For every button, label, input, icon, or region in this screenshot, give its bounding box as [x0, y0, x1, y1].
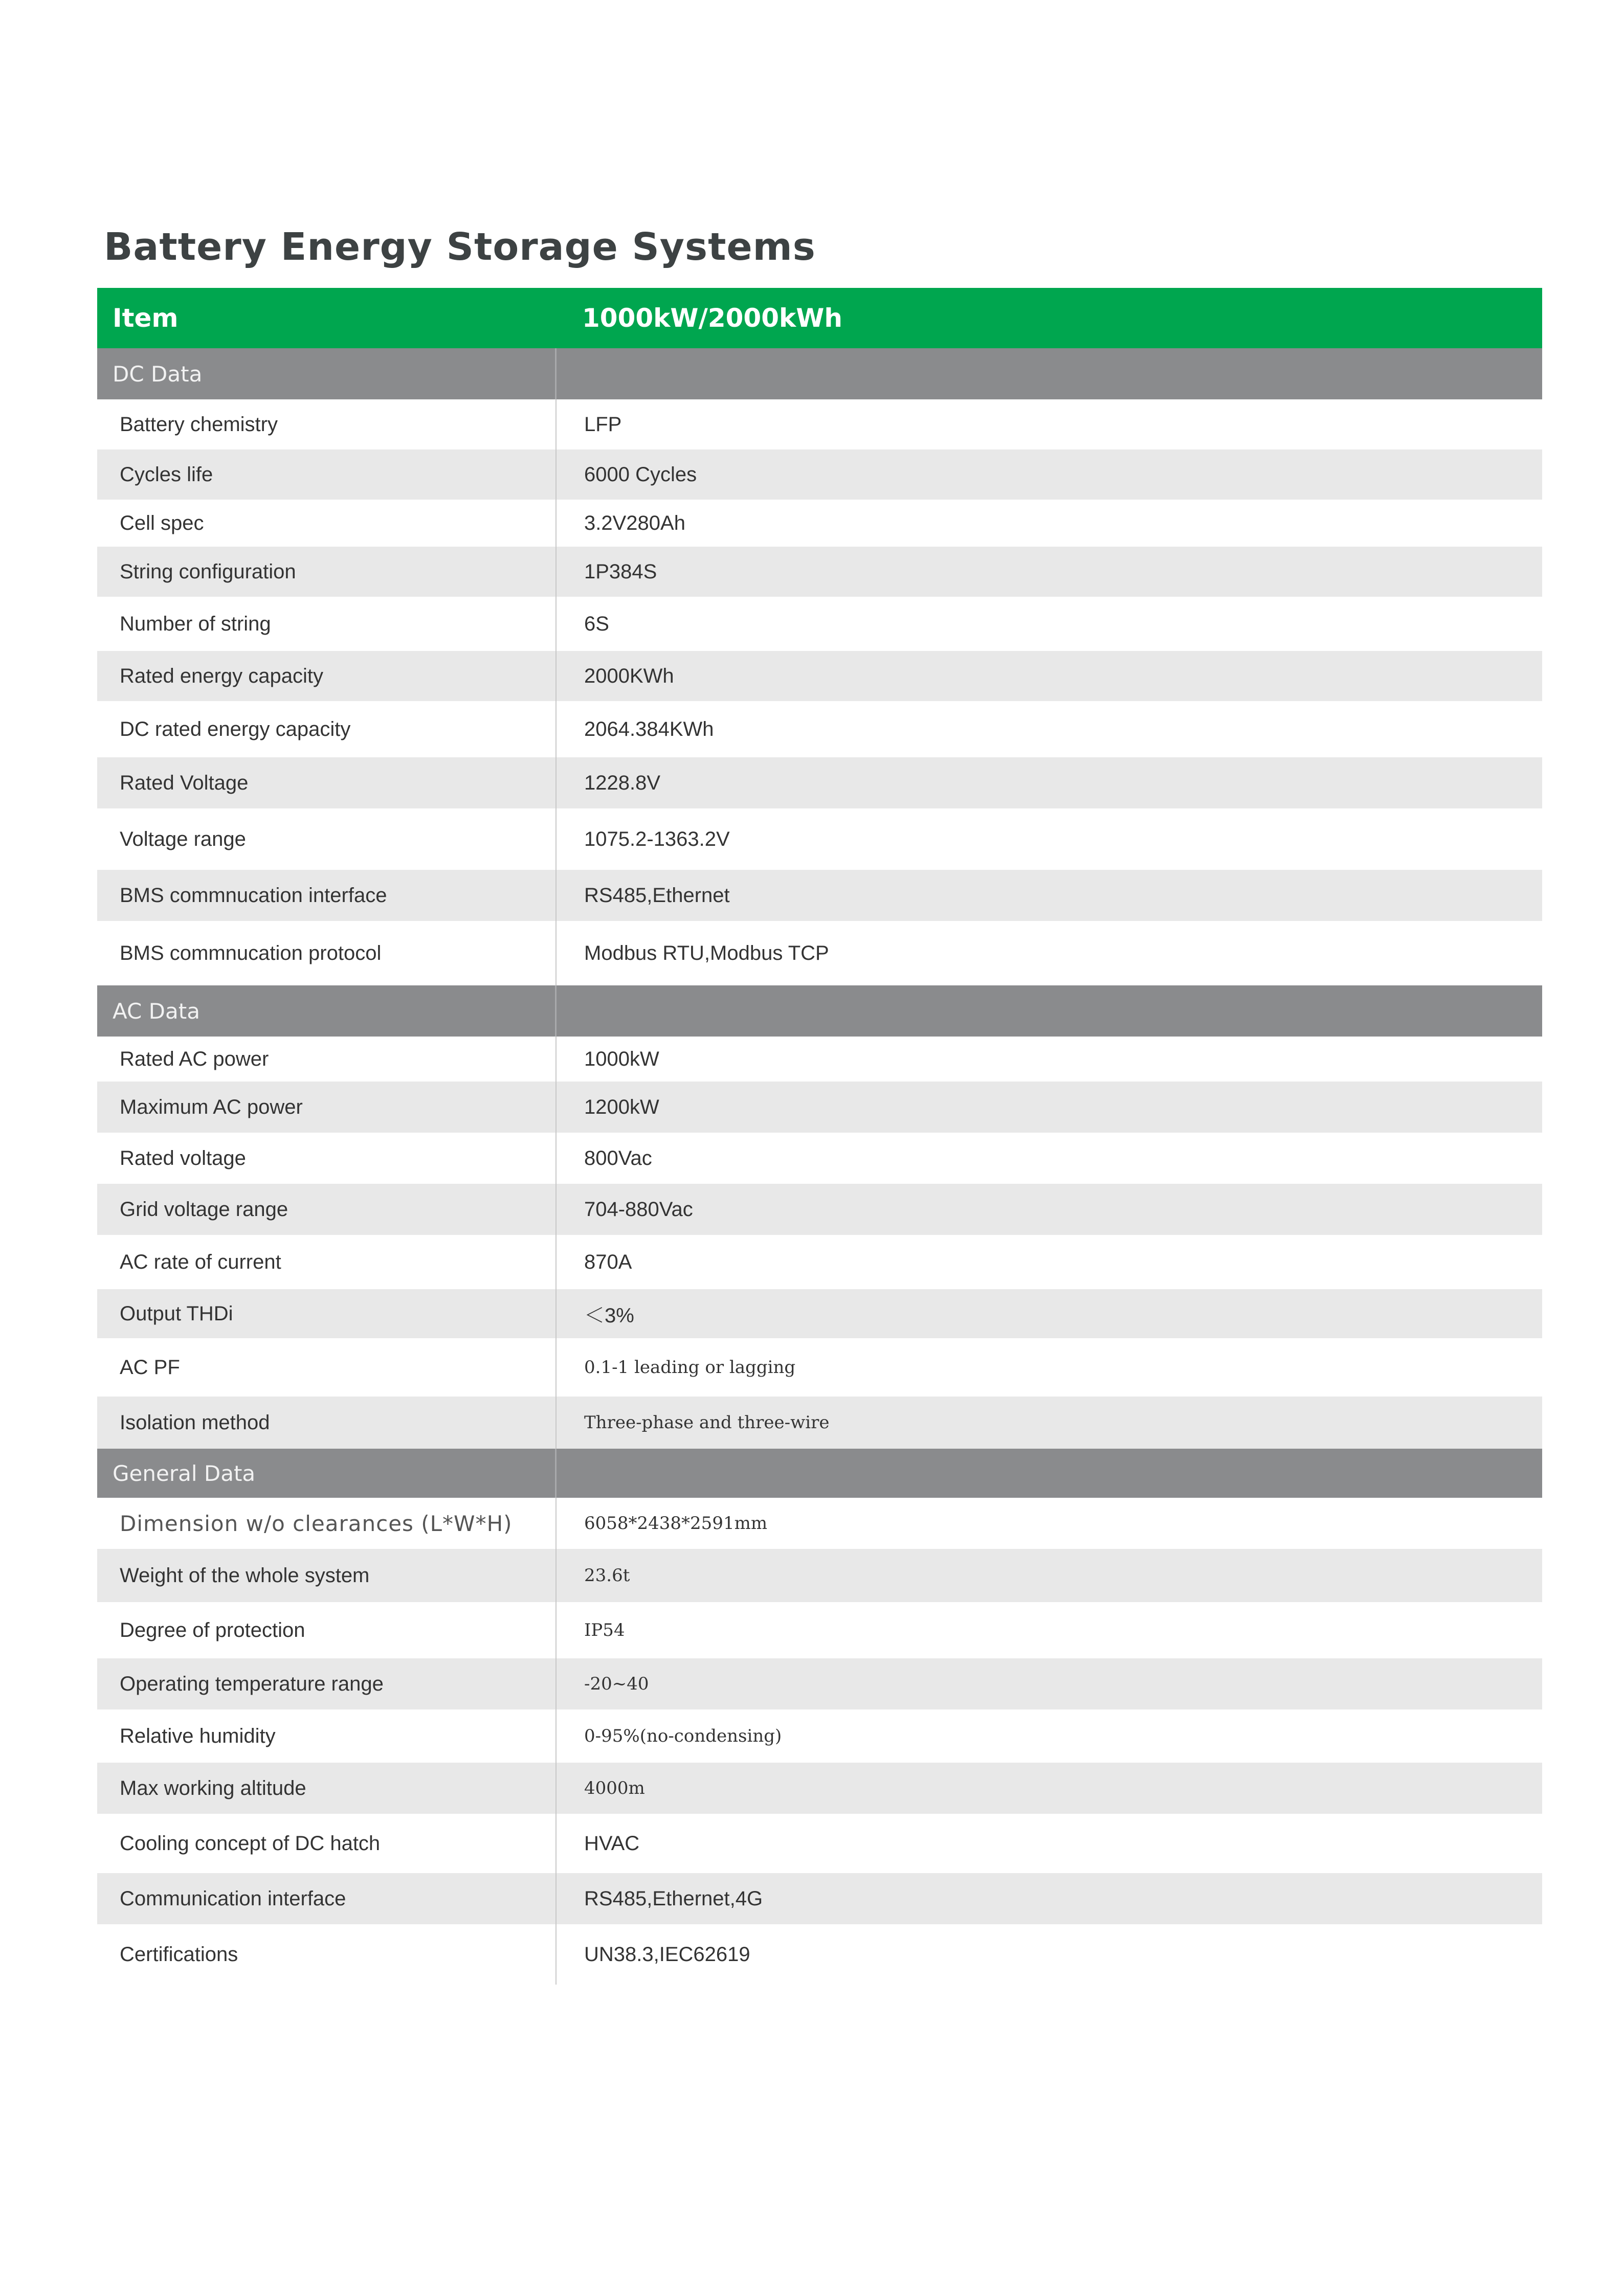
table-row	[97, 1184, 1542, 1235]
table-row	[97, 1602, 1542, 1658]
row-value: ＜3%	[584, 1304, 634, 1327]
row-label: Isolation method	[97, 1397, 557, 1449]
row-value: 2064.384KWh	[584, 717, 714, 740]
row-label: Operating temperature range	[97, 1658, 557, 1709]
header-item: Item	[113, 303, 179, 333]
page-title: Battery Energy Storage Systems	[104, 225, 816, 269]
table-row	[97, 1338, 1542, 1397]
row-label: Rated Voltage	[97, 757, 557, 808]
table-row	[97, 651, 1542, 701]
table-row	[97, 1658, 1542, 1709]
table-row	[97, 1549, 1542, 1602]
row-label: Rated AC power	[97, 1037, 557, 1082]
table-row	[97, 870, 1542, 921]
section-title: DC Data	[97, 348, 557, 399]
table-row	[97, 921, 1542, 985]
row-value: -20~40	[584, 1674, 649, 1694]
table-header	[97, 288, 1542, 348]
row-value: Three-phase and three-wire	[584, 1412, 830, 1433]
section-title: General Data	[97, 1449, 557, 1498]
row-value: HVAC	[584, 1832, 640, 1855]
row-value: 6058*2438*2591mm	[584, 1513, 768, 1534]
row-value: 1000kW	[584, 1047, 659, 1070]
row-value: RS485,Ethernet	[584, 884, 730, 907]
table-row	[97, 1763, 1542, 1814]
row-value: 2000KWh	[584, 664, 674, 687]
row-label: Grid voltage range	[97, 1184, 557, 1235]
row-value: 1228.8V	[584, 771, 661, 794]
row-value: RS485,Ethernet,4G	[584, 1887, 763, 1910]
table-row	[97, 449, 1542, 500]
table-row	[97, 597, 1542, 651]
row-value: IP54	[584, 1620, 625, 1640]
row-label: Rated voltage	[97, 1133, 557, 1184]
table-row	[97, 757, 1542, 808]
row-value: UN38.3,IEC62619	[584, 1943, 750, 1966]
row-label: Rated energy capacity	[97, 651, 557, 701]
table-row	[97, 808, 1542, 870]
row-label: Communication interface	[97, 1873, 557, 1924]
row-label: Max working altitude	[97, 1763, 557, 1814]
row-value: Modbus RTU,Modbus TCP	[584, 941, 829, 964]
row-label: Certifications	[97, 1924, 557, 1985]
row-value: 870A	[584, 1250, 632, 1273]
table-row	[97, 1037, 1542, 1082]
row-label: AC rate of current	[97, 1235, 557, 1289]
table-row	[97, 1924, 1542, 1985]
header-value: 1000kW/2000kWh	[582, 303, 842, 333]
section-dc-data	[97, 348, 1542, 399]
table-row	[97, 1397, 1542, 1449]
row-value: LFP	[584, 413, 622, 436]
row-value: 1075.2-1363.2V	[584, 827, 730, 850]
section-general-data	[97, 1449, 1542, 1498]
table-row	[97, 1873, 1542, 1924]
row-label: BMS commnucation protocol	[97, 921, 557, 985]
row-label: Cell spec	[97, 500, 557, 547]
row-value: 704-880Vac	[584, 1198, 693, 1221]
row-label: Battery chemistry	[97, 399, 557, 449]
table-row	[97, 399, 1542, 449]
row-label: AC PF	[97, 1338, 557, 1397]
spec-table	[97, 288, 1542, 1985]
row-value: 1P384S	[584, 560, 657, 583]
row-label: Dimension w/o clearances (L*W*H)	[97, 1498, 557, 1549]
row-label: Cycles life	[97, 449, 557, 500]
row-value: 1200kW	[584, 1095, 659, 1118]
row-value: 6000 Cycles	[584, 463, 697, 486]
row-value: 4000m	[584, 1778, 645, 1798]
row-label: Output THDi	[97, 1289, 557, 1338]
row-value: 0-95%(no-condensing)	[584, 1726, 782, 1746]
table-row	[97, 1814, 1542, 1873]
table-row	[97, 1082, 1542, 1133]
row-value: 23.6t	[584, 1565, 630, 1586]
row-value: 6S	[584, 612, 609, 635]
row-value: 3.2V280Ah	[584, 511, 685, 534]
row-label: String configuration	[97, 547, 557, 597]
section-title: AC Data	[97, 985, 557, 1037]
table-row	[97, 500, 1542, 547]
table-row	[97, 1498, 1542, 1549]
row-label: Voltage range	[97, 808, 557, 870]
row-value: 0.1-1 leading or lagging	[584, 1357, 796, 1378]
row-value: 800Vac	[584, 1146, 652, 1169]
table-row	[97, 701, 1542, 757]
row-label: DC rated energy capacity	[97, 701, 557, 757]
section-ac-data	[97, 985, 1542, 1037]
row-label: BMS commnucation interface	[97, 870, 557, 921]
row-label: Weight of the whole system	[97, 1549, 557, 1602]
table-row	[97, 1235, 1542, 1289]
row-label: Degree of protection	[97, 1602, 557, 1658]
row-label: Cooling concept of DC hatch	[97, 1814, 557, 1873]
table-row	[97, 1133, 1542, 1184]
row-label: Maximum AC power	[97, 1082, 557, 1133]
row-label: Relative humidity	[97, 1709, 557, 1763]
table-row	[97, 1289, 1542, 1338]
row-label: Number of string	[97, 597, 557, 651]
table-row	[97, 1709, 1542, 1763]
table-row	[97, 547, 1542, 597]
